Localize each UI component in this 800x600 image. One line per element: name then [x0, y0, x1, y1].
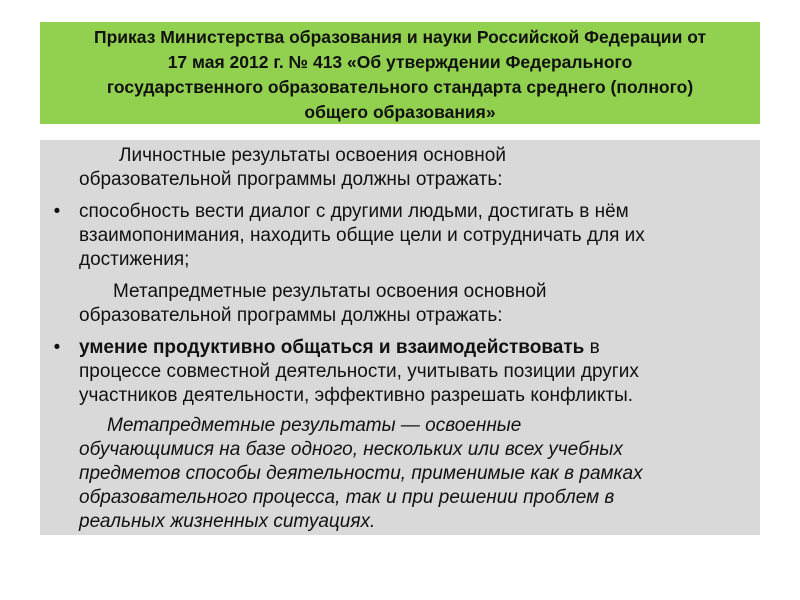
text-line: образовательной программы должны отражать: — [79, 305, 503, 326]
text-line: предметов способы деятельности, применимые как в рамках — [79, 463, 643, 484]
text-fragment: в — [584, 337, 600, 358]
order-title-line: 17 мая 2012 г. № 413 «Об утверждении Федерального — [167, 52, 633, 72]
text-line: участников деятельности, эффективно разрешать конфликты. — [79, 385, 634, 406]
bullet-item-communication — [53, 336, 746, 408]
order-title-banner — [40, 22, 760, 124]
text-line: процессе совместной деятельности, учитывать позиции других — [79, 361, 639, 382]
text-line: Метапредметные результаты — освоенные — [107, 415, 522, 436]
order-title-line: общего образования» — [304, 102, 496, 122]
personal-results-intro — [76, 144, 746, 192]
text-line: Метапредметные результаты освоения основной — [113, 281, 547, 302]
text-line: обучающимися на базе одного, нескольких или всех учебных — [79, 439, 623, 460]
meta-results-intro — [76, 280, 746, 328]
bullet-marker: • — [53, 337, 61, 358]
bullet-item-dialog — [53, 200, 746, 272]
text-line: образовательного процесса, так и при решении проблем в — [79, 487, 615, 508]
text-line: Личностные результаты освоения основной — [119, 145, 506, 166]
content-panel — [40, 140, 760, 535]
text-line — [79, 336, 746, 360]
order-title-line: Приказ Министерства образования и науки Российской Федерации от — [93, 27, 707, 47]
text-line: способность вести диалог с другими людьми, достигать в нём — [79, 201, 629, 222]
text-line: реальных жизненных ситуациях. — [79, 511, 376, 532]
emphasized-phrase: умение продуктивно общаться и взаимодействовать — [79, 337, 585, 358]
text-line: достижения; — [79, 249, 190, 270]
meta-results-definition — [76, 414, 746, 534]
order-title-line: государственного образовательного стандарта среднего (полного) — [106, 77, 694, 97]
text-line: взаимопонимания, находить общие цели и сотрудничать для их — [79, 225, 645, 246]
text-line: образовательной программы должны отражать: — [79, 169, 503, 190]
bullet-marker: • — [53, 201, 61, 222]
